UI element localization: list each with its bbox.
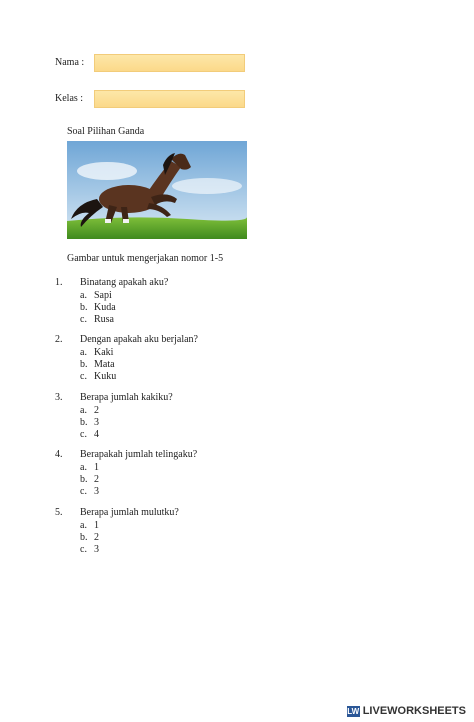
question-number: 4. bbox=[55, 449, 63, 460]
option-b[interactable]: b. 3 bbox=[80, 417, 99, 428]
question-number: 5. bbox=[55, 507, 63, 518]
option-c[interactable]: c. 3 bbox=[80, 486, 99, 497]
name-label: Nama : bbox=[55, 57, 85, 68]
question-text: Berapakah jumlah telingaku? bbox=[80, 449, 198, 460]
section-title: Soal Pilihan Ganda bbox=[67, 126, 145, 137]
image-caption: Gambar untuk mengerjakan nomor 1-5 bbox=[67, 253, 224, 264]
option-a[interactable]: a. 1 bbox=[80, 520, 99, 531]
brand-name: LIVEWORKSHEETS bbox=[362, 705, 466, 717]
option-a[interactable]: a. Sapi bbox=[80, 290, 112, 301]
option-a[interactable]: a. Kaki bbox=[80, 347, 114, 358]
question-2 bbox=[55, 334, 198, 383]
name-input[interactable] bbox=[94, 54, 245, 72]
option-a[interactable]: a. 2 bbox=[80, 405, 99, 416]
option-b[interactable]: b. 2 bbox=[80, 532, 99, 543]
option-b[interactable]: b. Kuda bbox=[80, 302, 116, 313]
class-input[interactable] bbox=[94, 90, 245, 108]
question-number: 3. bbox=[55, 392, 63, 403]
question-text: Binatang apakah aku? bbox=[80, 277, 169, 288]
question-number: 1. bbox=[55, 277, 63, 288]
question-1 bbox=[55, 277, 168, 326]
horse-photo bbox=[67, 141, 247, 239]
option-c[interactable]: c. Rusa bbox=[80, 314, 114, 325]
option-a[interactable]: a. 1 bbox=[80, 462, 99, 473]
question-number: 2. bbox=[55, 334, 63, 345]
question-4 bbox=[55, 449, 197, 498]
question-text: Berapa jumlah kakiku? bbox=[80, 392, 173, 403]
question-3 bbox=[55, 392, 173, 441]
option-c[interactable]: c. 3 bbox=[80, 544, 99, 555]
liveworksheets-logo bbox=[347, 705, 466, 717]
liveworksheets-logo-icon: LW bbox=[347, 706, 360, 716]
question-text: Berapa jumlah mulutku? bbox=[80, 507, 179, 518]
option-c[interactable]: c. Kuku bbox=[80, 371, 117, 382]
option-b[interactable]: b. Mata bbox=[80, 359, 115, 370]
class-label: Kelas : bbox=[55, 93, 84, 104]
option-c[interactable]: c. 4 bbox=[80, 429, 99, 440]
question-5 bbox=[55, 507, 179, 556]
horse-image-icon bbox=[67, 141, 247, 239]
option-b[interactable]: b. 2 bbox=[80, 474, 99, 485]
question-text: Dengan apakah aku berjalan? bbox=[80, 334, 198, 345]
